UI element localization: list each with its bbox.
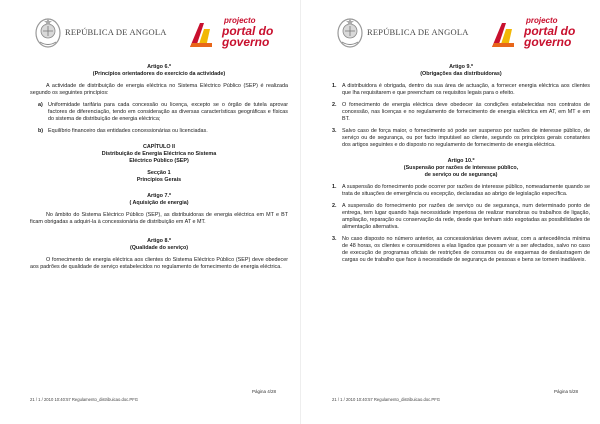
republic-title: REPÚBLICA DE ANGOLA <box>367 27 469 37</box>
article-9-title: Artigo 9.º <box>449 64 473 70</box>
chapter-subtitle-line2: Eléctrico Público (SEP) <box>129 158 189 164</box>
list-item-text: A suspensão do fornecimento por razões de serviço ou de segurança, num determinado ponto de entrega, tem lugar quando haja necessidade imperiosa de realizar manobras ou trabalhos de ligação, ampliação, reparação ou conservação da rede, desde que tenham sido esgotadas as possibilidades de alimentação alternativa. <box>342 203 590 230</box>
list-item-label: b) <box>38 128 44 134</box>
list-item-label: 3. <box>332 236 337 242</box>
article-6-intro: A actividade de distribuição de energia eléctrica no Sistema Eléctrico Público (SEP) é realizada segundo os seguintes princípios: <box>30 83 288 96</box>
article-9-subtitle: (Obrigações das distribuidoras) <box>420 71 502 77</box>
list-item-text: No caso disposto no número anterior, as concessionárias devem avisar, com a antecedência mínima de 48 horas, os clientes e consumidores a elas ligados que possam vir a ser afectados, salvo no caso de execução de programas oficiais de restrições de consumos ou de esquemas de deslastragem de cargas ou de trabalho que face à necessidade de segurança de pessoas e bens se tornem inadiáveis. <box>342 236 590 263</box>
list-item-label: a) <box>38 102 43 108</box>
article-7-title: Artigo 7.º <box>147 193 171 199</box>
list-item <box>332 83 590 97</box>
list-item-text: Uniformidade tarifária para cada concessão ou licença, excepto se o órgão de tutela aprovar factores de diferenciação, tendo em consideração as diversas características geográficas e físicas do sistema de distribuição de energia eléctrica; <box>48 102 288 122</box>
page-number: Página 5/28 <box>553 389 578 394</box>
article-10-title: Artigo 10.º <box>447 158 475 164</box>
article-6-title: Artigo 6.º <box>147 64 171 70</box>
document-footer-meta: 21 / 1 / 2010 10:40:57 Regulamento_distribuicao.doc.PFG <box>332 397 441 402</box>
chapter-subtitle-line1: Distribuição de Energia Eléctrica no Sistema <box>101 151 217 157</box>
left-page <box>20 0 292 424</box>
logo-line-projecto: projecto <box>224 16 256 25</box>
chapter-title: CAPÍTULO II <box>142 144 176 150</box>
page-header <box>20 14 292 54</box>
list-item <box>332 203 590 231</box>
article-7-subtitle: ( Aquisição de energia) <box>129 200 189 206</box>
list-item-label: 1. <box>332 184 337 190</box>
list-item-text: O fornecimento de energia eléctrica deve obedecer às condições estabelecidas nos contratos de concessão, nas licenças e no regulamento de fornecimento de energia eléctrica em AT, em MT e em BT. <box>342 102 590 122</box>
right-page-content <box>332 64 590 264</box>
article-8-subtitle: (Qualidade do serviço) <box>129 245 189 251</box>
document-footer-meta: 21 / 1 / 2010 10:40:57 Regulamento_distribuicao.doc.PFG <box>30 397 139 402</box>
list-item <box>30 128 288 135</box>
list-item-text: A suspensão do fornecimento pode ocorrer por razões de interesse público, nomeadamente quando se trata de situações de emergência ou excepção, declaradas ao abrigo de legislação específica. <box>342 184 590 197</box>
list-item-text: A distribuidora é obrigada, dentro da sua área de actuação, a fornecer energia eléctrica aos clientes que lha requisitarem e que preencham os requisitos legais para o efeito. <box>342 83 590 96</box>
page-header <box>322 14 594 54</box>
article-6-subtitle: (Princípios orientadores do exercício da actividade) <box>92 71 226 77</box>
republic-title: REPÚBLICA DE ANGOLA <box>65 27 167 37</box>
list-item-label: 2. <box>332 102 337 108</box>
logo-line-projecto: projecto <box>526 16 558 25</box>
list-item-label: 3. <box>332 128 337 134</box>
left-page-content <box>30 64 288 271</box>
logo-line-governo: governo <box>524 35 572 49</box>
page-number: Página 4/28 <box>251 389 276 394</box>
article-10-subtitle-line1: (Suspensão por razões de interesse público, <box>403 165 519 171</box>
list-item-label: 2. <box>332 203 337 209</box>
section-subtitle: Princípios Gerais <box>136 177 182 183</box>
article-8-text: O fornecimento de energia eléctrica aos clientes do Sistema Eléctrico Público (SEP) deve obedecer aos padrões de qualidade de serviço estabelecidos no regulamento de fornecimento de energia eléctrica. <box>30 257 288 270</box>
article-10-subtitle-line2: de serviço ou de segurança) <box>424 172 498 178</box>
section-title: Secção 1 <box>147 170 171 176</box>
angola-emblem-icon <box>34 16 62 50</box>
portal-logo-text <box>210 16 300 52</box>
page-gutter <box>300 0 301 424</box>
list-item <box>30 102 288 123</box>
list-item <box>332 102 590 123</box>
right-page <box>322 0 594 424</box>
list-item <box>332 128 590 149</box>
logo-line-portal: portal do <box>524 24 576 38</box>
logo-line-portal: portal do <box>222 24 274 38</box>
list-item-label: 1. <box>332 83 337 89</box>
list-item <box>332 184 590 198</box>
angola-emblem-icon <box>336 16 364 50</box>
list-item-text: Equilíbrio financeiro das entidades concessionárias ou licenciadas. <box>48 128 208 134</box>
article-7-text: No âmbito do Sistema Eléctrico Público (SEP), as distribuidoras de energia eléctrica em MT e BT ficam obrigadas a adquiri-la à concessionária de distribuição em AT e MT. <box>30 212 288 225</box>
list-item-text: Salvo caso de força maior, o fornecimento só pode ser suspenso por razões de interesse público, de serviço ou de segurança, ou por facto imputável ao cliente, segundo os princípios gerais constantes dos artigos seguintes e do disposto no regulamento de fornecimento de energia eléctrica. <box>342 128 590 148</box>
article-8-title: Artigo 8.º <box>147 238 171 244</box>
list-item <box>332 236 590 264</box>
logo-line-governo: governo <box>222 35 270 49</box>
portal-logo-text <box>512 16 600 52</box>
